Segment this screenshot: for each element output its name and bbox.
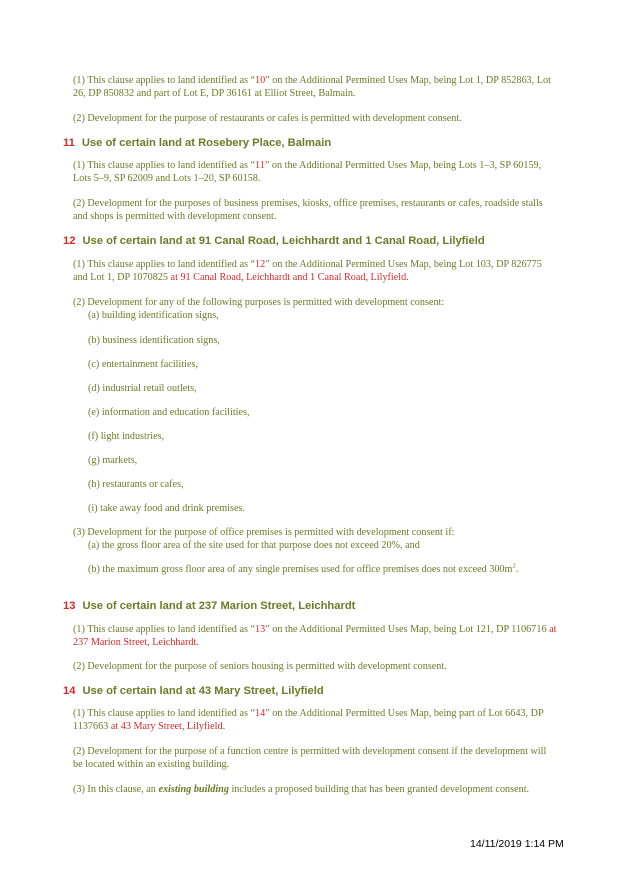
clause-13-subclause-2: (2) Development for the purpose of seniors housing is permitted with development consent. — [73, 661, 447, 672]
clause-10-subclause-2: (2) Development for the purpose of restaurants or cafes is permitted with development consent. — [73, 113, 462, 124]
clause-12-subclause-3a: (a) the gross floor area of the site used for that purpose does not exceed 20%, and — [88, 540, 420, 551]
list-item: (i) take away food and drink premises. — [88, 503, 246, 514]
clause-14-subclause-2: (2) Development for the purpose of a function centre is permitted with development consent if the development will be located within an existing building. — [73, 746, 547, 770]
clause-14-heading: 14 Use of certain land at 43 Mary Street, Lilyfield — [63, 685, 324, 697]
list-item: (b) business identification signs, — [88, 335, 220, 346]
clause-12-subclause-1: (1) This clause applies to land identified as “12” on the Additional Permitted Uses Map, being Lot 103, DP 826775 and Lot 1, DP 1070825 at 91 Canal Road, Leichhardt and 1 Canal Road, Lilyfield. — [73, 259, 542, 283]
clause-13-heading: 13 Use of certain land at 237 Marion Street, Leichhardt — [63, 600, 356, 612]
clause-11-heading: 11 Use of certain land at Rosebery Place, Balmain — [63, 137, 332, 149]
list-item: (f) light industries, — [88, 431, 165, 442]
clause-11-subclause-2: (2) Development for the purposes of business premises, kiosks, office premises, restaurants or cafes, roadside stalls and shops is permitted with development consent. — [73, 198, 543, 222]
clause-12-subclause-2: (2) Development for any of the following purposes is permitted with development consent: — [73, 297, 445, 308]
clause-13-subclause-1: (1) This clause applies to land identified as “13” on the Additional Permitted Uses Map, being Lot 121, DP 1106716 at 237 Marion Street, Leichhardt. — [73, 624, 557, 648]
clause-12-heading: 12 Use of certain land at 91 Canal Road, Leichhardt and 1 Canal Road, Lilyfield — [63, 235, 485, 247]
print-timestamp: 14/11/2019 1:14 PM — [470, 838, 564, 850]
defined-term: existing building — [158, 784, 229, 795]
list-item: (h) restaurants or cafes, — [88, 479, 184, 490]
clause-12-subclause-3: (3) Development for the purpose of office premises is permitted with development consent if: — [73, 527, 455, 538]
list-item: (c) entertainment facilities, — [88, 359, 199, 370]
list-item: (e) information and education facilities, — [88, 407, 250, 418]
list-item: (a) building identification signs, — [88, 310, 219, 321]
clause-14-subclause-3: (3) In this clause, an existing building includes a proposed building that has been granted development consent. — [73, 784, 530, 795]
clause-11-subclause-1: (1) This clause applies to land identified as “11” on the Additional Permitted Uses Map, being Lots 1–3, SP 60159, Lots 5–9, SP 62009 and Lots 1–20, SP 60158. — [73, 160, 542, 184]
list-item: (d) industrial retail outlets, — [88, 383, 197, 394]
clause-10-subclause-1: (1) This clause applies to land identified as “10” on the Additional Permitted Uses Map, being Lot 1, DP 852863, Lot 26, DP 850832 and part of Lot E, DP 36161 at Elliot Street, Balmain. — [73, 75, 551, 99]
clause-12-subclause-3b: (b) the maximum gross floor area of any single premises used for office premises does not exceed $300m^2$. — [88, 562, 519, 575]
clause-14-subclause-1: (1) This clause applies to land identified as “14” on the Additional Permitted Uses Map, being part of Lot 6643, DP 1137663 at 43 Mary Street, Lilyfield. — [73, 708, 544, 732]
list-item: (g) markets, — [88, 455, 138, 466]
